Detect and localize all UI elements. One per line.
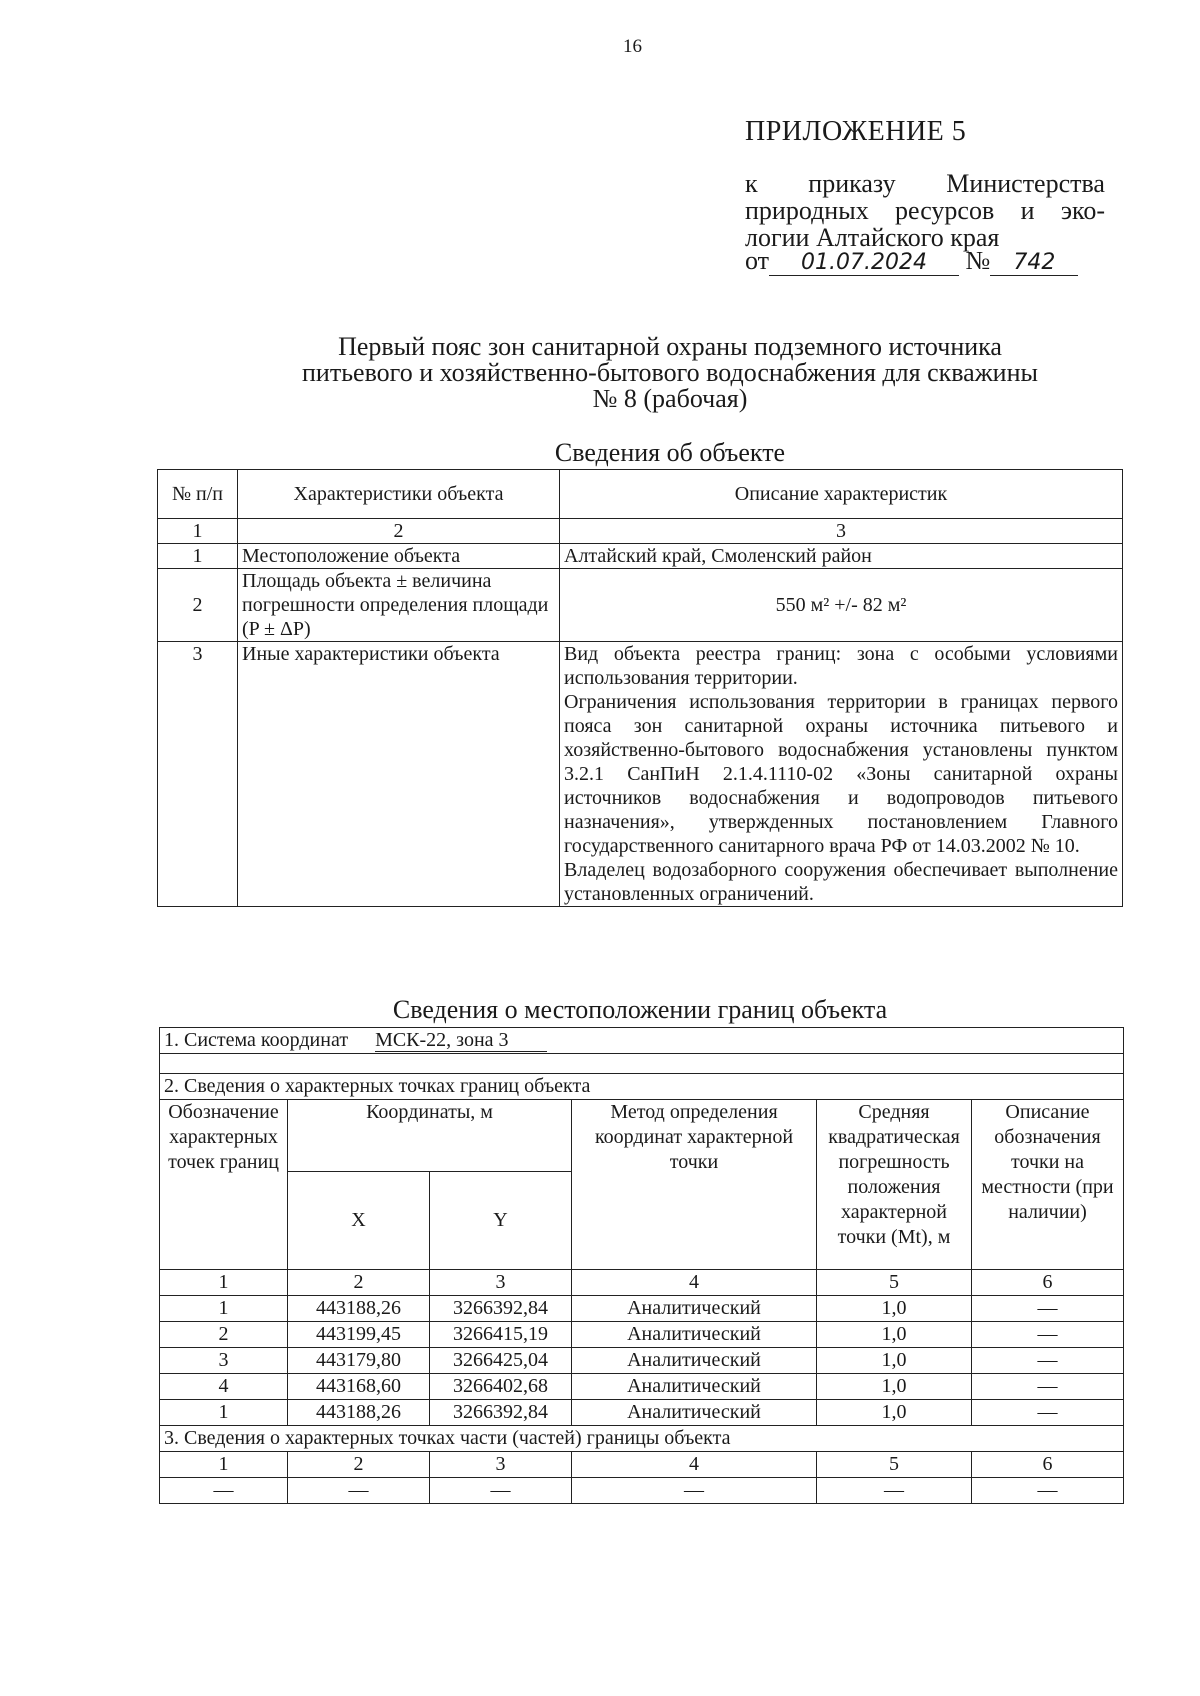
header-point-description: Описание обозначения точки на местности (при наличии) (972, 1100, 1124, 1270)
point-id: 4 (160, 1374, 288, 1400)
parts-cell: — (160, 1478, 288, 1504)
point-x: 443199,45 (288, 1322, 430, 1348)
row-name: Местоположение объекта (238, 544, 560, 569)
column-number: 5 (817, 1452, 972, 1478)
row-value: 550 м² +/- 82 м² (560, 569, 1123, 642)
parts-cell: — (288, 1478, 430, 1504)
point-id: 1 (160, 1296, 288, 1322)
point-method: Аналитический (572, 1296, 817, 1322)
point-description: — (972, 1296, 1124, 1322)
points-label-row (160, 1074, 1124, 1100)
date-prefix: от (745, 246, 770, 275)
header-coordinates: Координаты, м (288, 1100, 572, 1172)
parts-cell: — (972, 1478, 1124, 1504)
table-row (158, 642, 1123, 907)
order-word: приказу (808, 169, 896, 198)
point-description: — (972, 1374, 1124, 1400)
header-method: Метод определения координат характерной точки (572, 1100, 817, 1270)
point-mt: 1,0 (817, 1322, 972, 1348)
point-mt: 1,0 (817, 1374, 972, 1400)
column-number: 1 (158, 519, 238, 544)
column-number-row (160, 1270, 1124, 1296)
parts-label-row (160, 1426, 1124, 1452)
point-y: 3266392,84 (430, 1296, 572, 1322)
coordinate-system-label: 1. Система координат (164, 1029, 349, 1051)
coordinates-table (159, 1027, 1124, 1504)
column-number: 4 (572, 1452, 817, 1478)
point-x: 443179,80 (288, 1348, 430, 1374)
column-number: 1 (160, 1270, 288, 1296)
parts-cell: — (572, 1478, 817, 1504)
header-designation: Обозначение характерных точек границ (160, 1100, 288, 1270)
point-description: — (972, 1348, 1124, 1374)
row-number: 1 (158, 544, 238, 569)
point-description: — (972, 1400, 1124, 1426)
row-value: Алтайский край, Смоленский район (560, 544, 1123, 569)
title-line: питьевого и хозяйственно-бытового водоснабжения для скважины (302, 358, 1038, 387)
handwritten-number: 742 (990, 250, 1078, 276)
description-paragraph: Владелец водозаборного сооружения обеспечивает выполнение установленных ограничений. (564, 859, 1118, 905)
point-x: 443188,26 (288, 1296, 430, 1322)
order-line: логии Алтайского края (745, 223, 1000, 252)
column-number: 2 (288, 1452, 430, 1478)
table-row (160, 1478, 1124, 1504)
table-row (158, 544, 1123, 569)
point-mt: 1,0 (817, 1400, 972, 1426)
header-y: Y (430, 1172, 572, 1270)
point-method: Аналитический (572, 1322, 817, 1348)
order-word: Министерства (946, 169, 1105, 198)
appendix-title: ПРИЛОЖЕНИЕ 5 (745, 116, 967, 147)
column-number: 4 (572, 1270, 817, 1296)
coordinate-system-value: МСК-22, зона 3 (375, 1029, 547, 1052)
point-description: — (972, 1322, 1124, 1348)
table-row (158, 569, 1123, 642)
parts-cell: — (430, 1478, 572, 1504)
coordinate-system-cell (160, 1028, 1124, 1054)
page-number: 16 (623, 36, 642, 57)
header-error: Средняя квадратическая погрешность положения характерной точки (Mt), м (817, 1100, 972, 1270)
column-number: 5 (817, 1270, 972, 1296)
coords-section-heading: Сведения о местоположении границ объекта (392, 995, 888, 1024)
row-number: 2 (158, 569, 238, 642)
order-line (745, 170, 1105, 197)
point-y: 3266402,68 (430, 1374, 572, 1400)
appendix-date-line (745, 246, 1078, 276)
point-method: Аналитический (572, 1374, 817, 1400)
order-line (745, 197, 1105, 224)
object-section-heading: Сведения об объекте (554, 438, 786, 467)
parts-cell: — (817, 1478, 972, 1504)
point-id: 3 (160, 1348, 288, 1374)
point-mt: 1,0 (817, 1296, 972, 1322)
description-paragraph: Ограничения использования территории в границах первого пояса зон санитарной охраны источника питьевого и хозяйственно-бытового водоснабжения установлены пунктом 3.2.1 СанПиН 2.1.4.1110-02 «Зоны санитарной охраны источников водоснабжения и водопроводов питьевого назначения», утвержденных постановлением Главного государственного санитарного врача РФ от 14.03.2002 № 10. (564, 691, 1118, 857)
table-row (160, 1348, 1124, 1374)
column-number: 2 (288, 1270, 430, 1296)
spacer-cell (160, 1054, 1124, 1074)
point-y: 3266392,84 (430, 1400, 572, 1426)
number-prefix: № (965, 246, 991, 275)
header-x: X (288, 1172, 430, 1270)
order-word: к (745, 169, 758, 198)
table-row (160, 1400, 1124, 1426)
table-header-row (158, 470, 1123, 519)
appendix-order-reference (745, 170, 1105, 251)
column-number: 3 (430, 1452, 572, 1478)
header-description: Описание характеристик (560, 470, 1123, 519)
point-x: 443168,60 (288, 1374, 430, 1400)
column-number: 2 (238, 519, 560, 544)
column-number: 1 (160, 1452, 288, 1478)
point-id: 1 (160, 1400, 288, 1426)
order-word: ресурсов (895, 196, 995, 225)
title-line: Первый пояс зон санитарной охраны подземного источника (338, 332, 1002, 361)
row-value (560, 642, 1123, 907)
table-header-row (160, 1100, 1124, 1172)
column-number: 6 (972, 1270, 1124, 1296)
column-number-row (160, 1452, 1124, 1478)
column-number: 6 (972, 1452, 1124, 1478)
coordinate-system-row (160, 1028, 1124, 1054)
table-row (160, 1322, 1124, 1348)
header-characteristic: Характеристики объекта (238, 470, 560, 519)
table-row (160, 1374, 1124, 1400)
point-id: 2 (160, 1322, 288, 1348)
object-table (157, 469, 1123, 907)
description-paragraph: Вид объекта реестра границ: зона с особыми условиями использования территории. (564, 643, 1118, 689)
point-method: Аналитический (572, 1348, 817, 1374)
point-y: 3266425,04 (430, 1348, 572, 1374)
column-number: 3 (430, 1270, 572, 1296)
order-word: природных (745, 196, 869, 225)
order-word: и (1020, 196, 1035, 225)
header-number: № п/п (158, 470, 238, 519)
column-number-row (158, 519, 1123, 544)
row-name: Площадь объекта ± величина погрешности определения площади (P ± ΔP) (238, 569, 560, 642)
handwritten-date: 01.07.2024 (769, 250, 959, 276)
point-method: Аналитический (572, 1400, 817, 1426)
point-y: 3266415,19 (430, 1322, 572, 1348)
row-number: 3 (158, 642, 238, 907)
spacer-row (160, 1054, 1124, 1074)
row-name: Иные характеристики объекта (238, 642, 560, 907)
point-x: 443188,26 (288, 1400, 430, 1426)
parts-label: 3. Сведения о характерных точках части (частей) границы объекта (160, 1426, 1124, 1452)
order-word: эко- (1060, 196, 1105, 225)
document-title (0, 334, 1200, 412)
title-line: № 8 (рабочая) (592, 384, 748, 413)
column-number: 3 (560, 519, 1123, 544)
points-label: 2. Сведения о характерных точках границ объекта (160, 1074, 1124, 1100)
table-row (160, 1296, 1124, 1322)
point-mt: 1,0 (817, 1348, 972, 1374)
